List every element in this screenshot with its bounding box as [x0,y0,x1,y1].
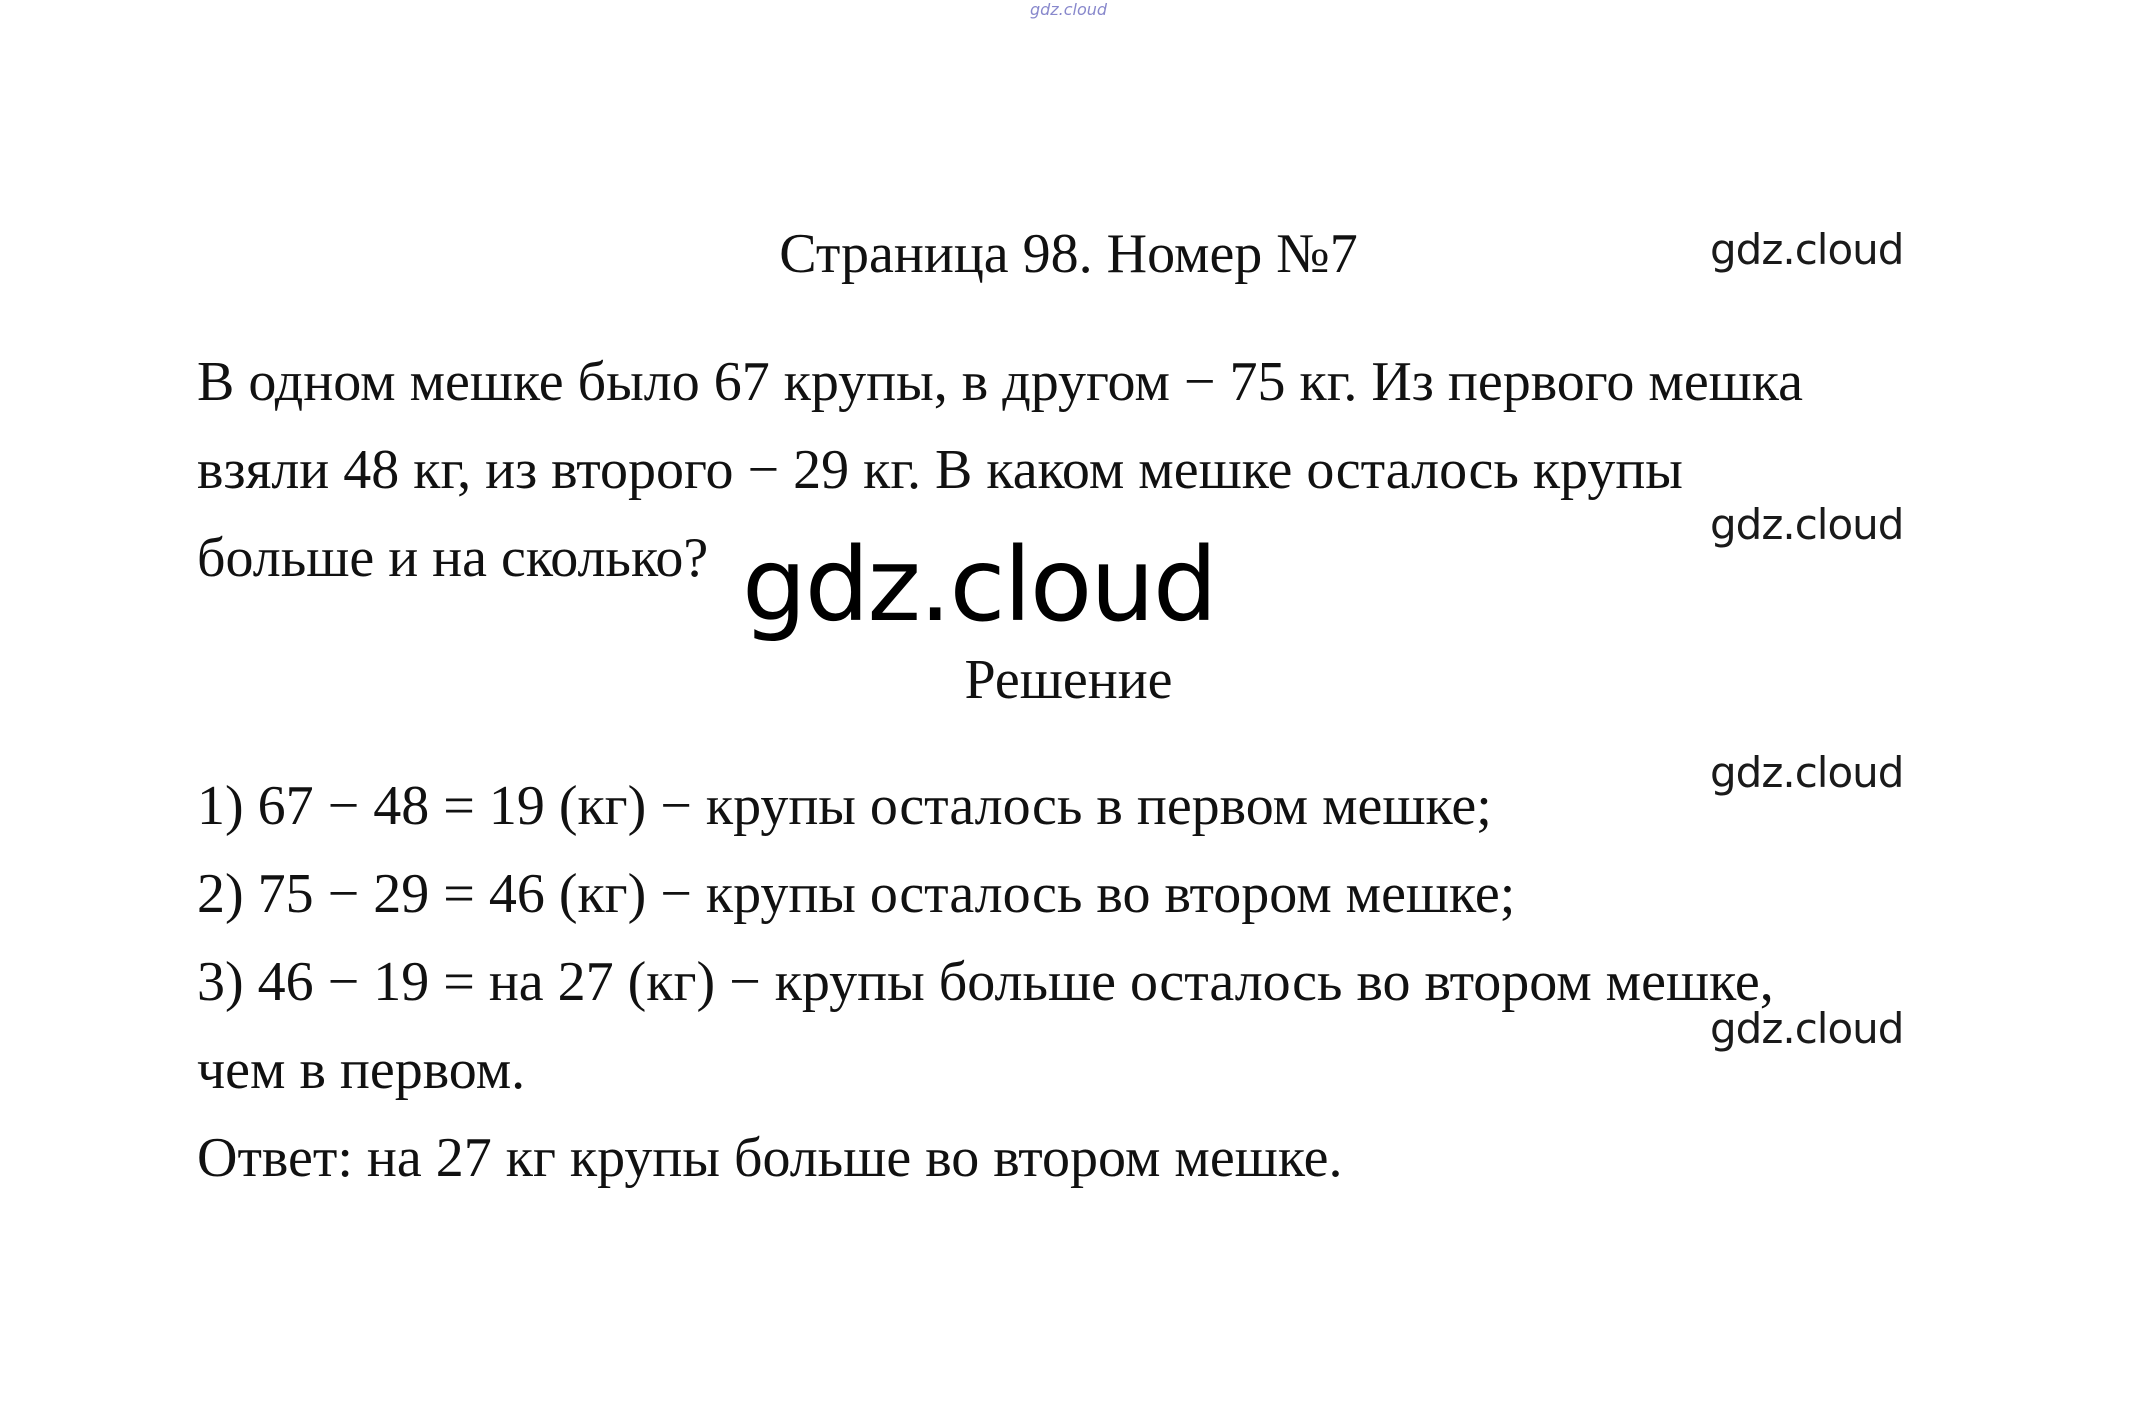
watermark-large: gdz.cloud [742,526,1216,645]
top-watermark: gdz.cloud [1029,0,1108,19]
page-title: Страница 98. Номер №7 [779,223,1358,285]
solution-step-1: 1) 67 − 48 = 19 (кг) − крупы осталось в первом мешке; [197,775,1492,837]
solution-step-3-continued: чем в первом. [197,1039,526,1101]
problem-line-1: В одном мешке было 67 крупы, в другом − 75 кг. Из первого мешка [197,351,1804,413]
solution-heading: Решение [964,649,1173,711]
problem-line-2: взяли 48 кг, из второго − 29 кг. В каком мешке осталось крупы [197,439,1683,501]
watermark-small: gdz.cloud [1710,1004,1904,1053]
problem-line-3: больше и на сколько? [197,527,709,589]
solution-step-3: 3) 46 − 19 = на 27 (кг) − крупы больше осталось во втором мешке, [197,951,1774,1013]
watermark-small: gdz.cloud [1710,225,1904,274]
watermark-small: gdz.cloud [1710,500,1904,549]
answer-line: Ответ: на 27 кг крупы больше во втором мешке. [197,1127,1343,1189]
watermark-small: gdz.cloud [1710,748,1904,797]
solution-step-2: 2) 75 − 29 = 46 (кг) − крупы осталось во втором мешке; [197,863,1516,925]
